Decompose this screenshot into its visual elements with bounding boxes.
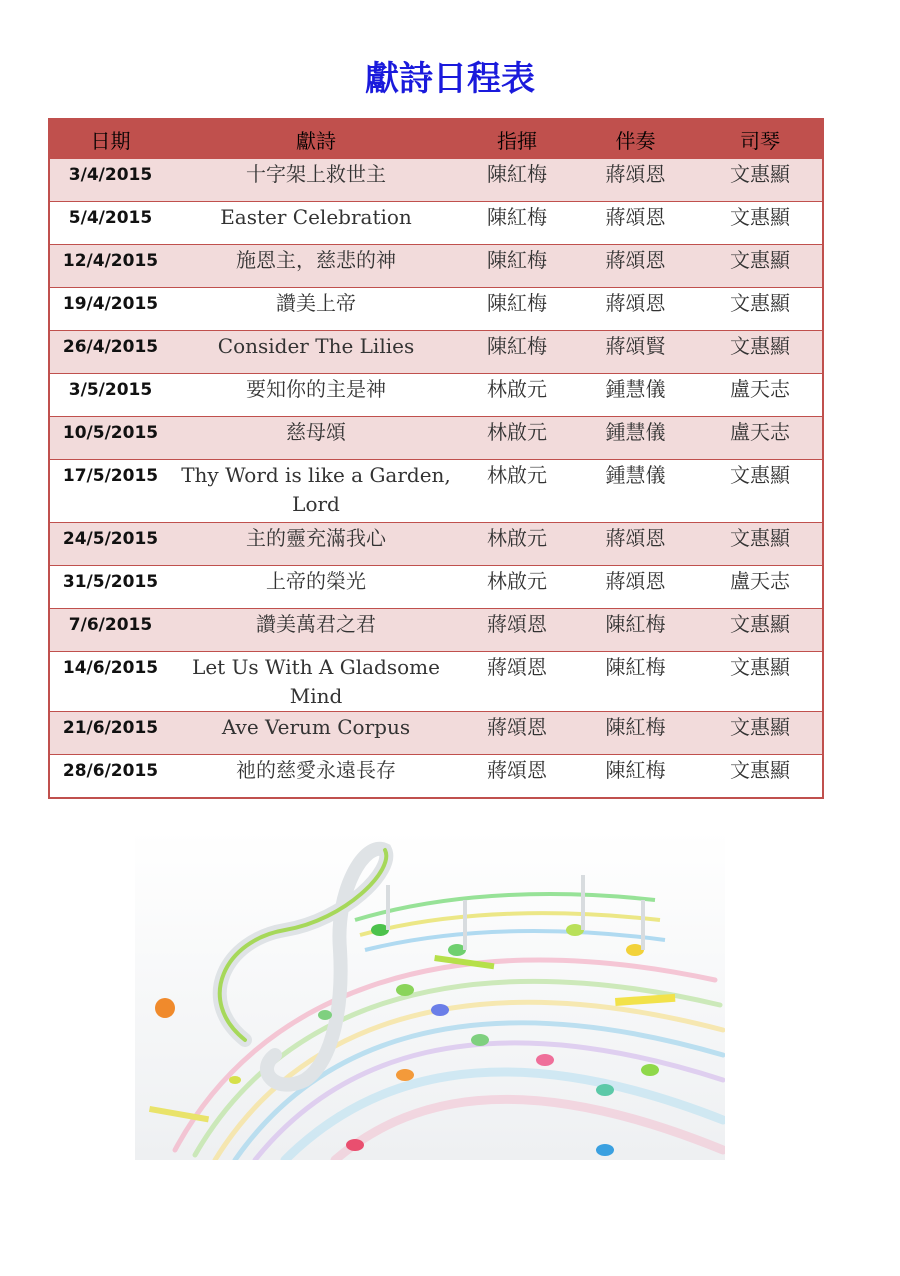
hymn-cell: 祂的慈愛永遠長存 — [171, 755, 461, 799]
conductor-cell: 陳紅梅 — [461, 245, 573, 288]
header-conductor: 指揮 — [461, 119, 573, 159]
date-cell: 28/6/2015 — [49, 755, 171, 799]
conductor-cell: 林啟元 — [461, 566, 573, 609]
organist-cell: 文惠顯 — [698, 460, 823, 523]
organist-cell: 文惠顯 — [698, 202, 823, 245]
schedule-body — [49, 159, 823, 799]
date-cell: 3/4/2015 — [49, 159, 171, 202]
hymn-cell: 施恩主，慈悲的神 — [171, 245, 461, 288]
table-row — [49, 609, 823, 652]
date-cell: 31/5/2015 — [49, 566, 171, 609]
accompanist-cell: 蔣頌恩 — [573, 245, 698, 288]
conductor-cell: 蔣頌恩 — [461, 609, 573, 652]
date-cell: 24/5/2015 — [49, 523, 171, 566]
hymn-cell: 上帝的榮光 — [171, 566, 461, 609]
accompanist-cell: 陳紅梅 — [573, 609, 698, 652]
organist-cell: 文惠顯 — [698, 755, 823, 799]
conductor-cell: 林啟元 — [461, 523, 573, 566]
date-cell: 17/5/2015 — [49, 460, 171, 523]
schedule-table — [48, 118, 824, 799]
accompanist-cell: 蔣頌恩 — [573, 202, 698, 245]
accompanist-cell: 蔣頌恩 — [573, 523, 698, 566]
header-row — [49, 119, 823, 159]
date-cell: 12/4/2015 — [49, 245, 171, 288]
accompanist-cell: 陳紅梅 — [573, 755, 698, 799]
conductor-cell: 陳紅梅 — [461, 202, 573, 245]
page-title: 獻詩日程表 — [365, 58, 535, 99]
hymn-cell: Consider The Lilies — [171, 331, 461, 374]
date-cell: 26/4/2015 — [49, 331, 171, 374]
conductor-cell: 蔣頌恩 — [461, 755, 573, 799]
hymn-cell: Ave Verum Corpus — [171, 712, 461, 755]
conductor-cell: 陳紅梅 — [461, 331, 573, 374]
accompanist-cell: 蔣頌賢 — [573, 331, 698, 374]
table-row — [49, 331, 823, 374]
accompanist-cell: 鍾慧儀 — [573, 374, 698, 417]
conductor-cell: 陳紅梅 — [461, 288, 573, 331]
organist-cell: 文惠顯 — [698, 712, 823, 755]
accompanist-cell: 蔣頌恩 — [573, 566, 698, 609]
hymn-cell: 要知你的主是神 — [171, 374, 461, 417]
organist-cell: 盧天志 — [698, 566, 823, 609]
organist-cell: 文惠顯 — [698, 288, 823, 331]
table-row — [49, 652, 823, 712]
music-illustration — [135, 830, 725, 1160]
organist-cell: 文惠顯 — [698, 331, 823, 374]
accompanist-cell: 蔣頌恩 — [573, 159, 698, 202]
date-cell: 5/4/2015 — [49, 202, 171, 245]
hymn-cell: Thy Word is like a Garden, Lord — [171, 460, 461, 523]
organist-cell: 文惠顯 — [698, 652, 823, 712]
date-cell: 21/6/2015 — [49, 712, 171, 755]
hymn-cell: 讚美萬君之君 — [171, 609, 461, 652]
header-hymn: 獻詩 — [171, 119, 461, 159]
table-row — [49, 374, 823, 417]
table-row — [49, 523, 823, 566]
hymn-cell: 慈母頌 — [171, 417, 461, 460]
table-row — [49, 460, 823, 523]
hymn-cell: Let Us With A Gladsome Mind — [171, 652, 461, 712]
hymn-cell: Easter Celebration — [171, 202, 461, 245]
table-row — [49, 566, 823, 609]
header-organist: 司琴 — [698, 119, 823, 159]
date-cell: 19/4/2015 — [49, 288, 171, 331]
accompanist-cell: 陳紅梅 — [573, 712, 698, 755]
table-row — [49, 712, 823, 755]
organist-cell: 文惠顯 — [698, 159, 823, 202]
table-row — [49, 288, 823, 331]
organist-cell: 文惠顯 — [698, 523, 823, 566]
date-cell: 7/6/2015 — [49, 609, 171, 652]
header-accompanist: 伴奏 — [573, 119, 698, 159]
accompanist-cell: 鍾慧儀 — [573, 460, 698, 523]
header-date: 日期 — [49, 119, 171, 159]
accompanist-cell: 陳紅梅 — [573, 652, 698, 712]
conductor-cell: 蔣頌恩 — [461, 712, 573, 755]
table-row — [49, 245, 823, 288]
conductor-cell: 林啟元 — [461, 417, 573, 460]
conductor-cell: 林啟元 — [461, 460, 573, 523]
organist-cell: 文惠顯 — [698, 609, 823, 652]
organist-cell: 文惠顯 — [698, 245, 823, 288]
organist-cell: 盧天志 — [698, 417, 823, 460]
date-cell: 3/5/2015 — [49, 374, 171, 417]
accompanist-cell: 鍾慧儀 — [573, 417, 698, 460]
hymn-cell: 十字架上救世主 — [171, 159, 461, 202]
hymn-cell: 讚美上帝 — [171, 288, 461, 331]
table-row — [49, 755, 823, 799]
table-row — [49, 159, 823, 202]
date-cell: 14/6/2015 — [49, 652, 171, 712]
conductor-cell: 蔣頌恩 — [461, 652, 573, 712]
table-row — [49, 417, 823, 460]
organist-cell: 盧天志 — [698, 374, 823, 417]
date-cell: 10/5/2015 — [49, 417, 171, 460]
conductor-cell: 陳紅梅 — [461, 159, 573, 202]
table-row — [49, 202, 823, 245]
accompanist-cell: 蔣頌恩 — [573, 288, 698, 331]
hymn-cell: 主的靈充滿我心 — [171, 523, 461, 566]
music-notes-icon — [135, 830, 725, 1160]
conductor-cell: 林啟元 — [461, 374, 573, 417]
